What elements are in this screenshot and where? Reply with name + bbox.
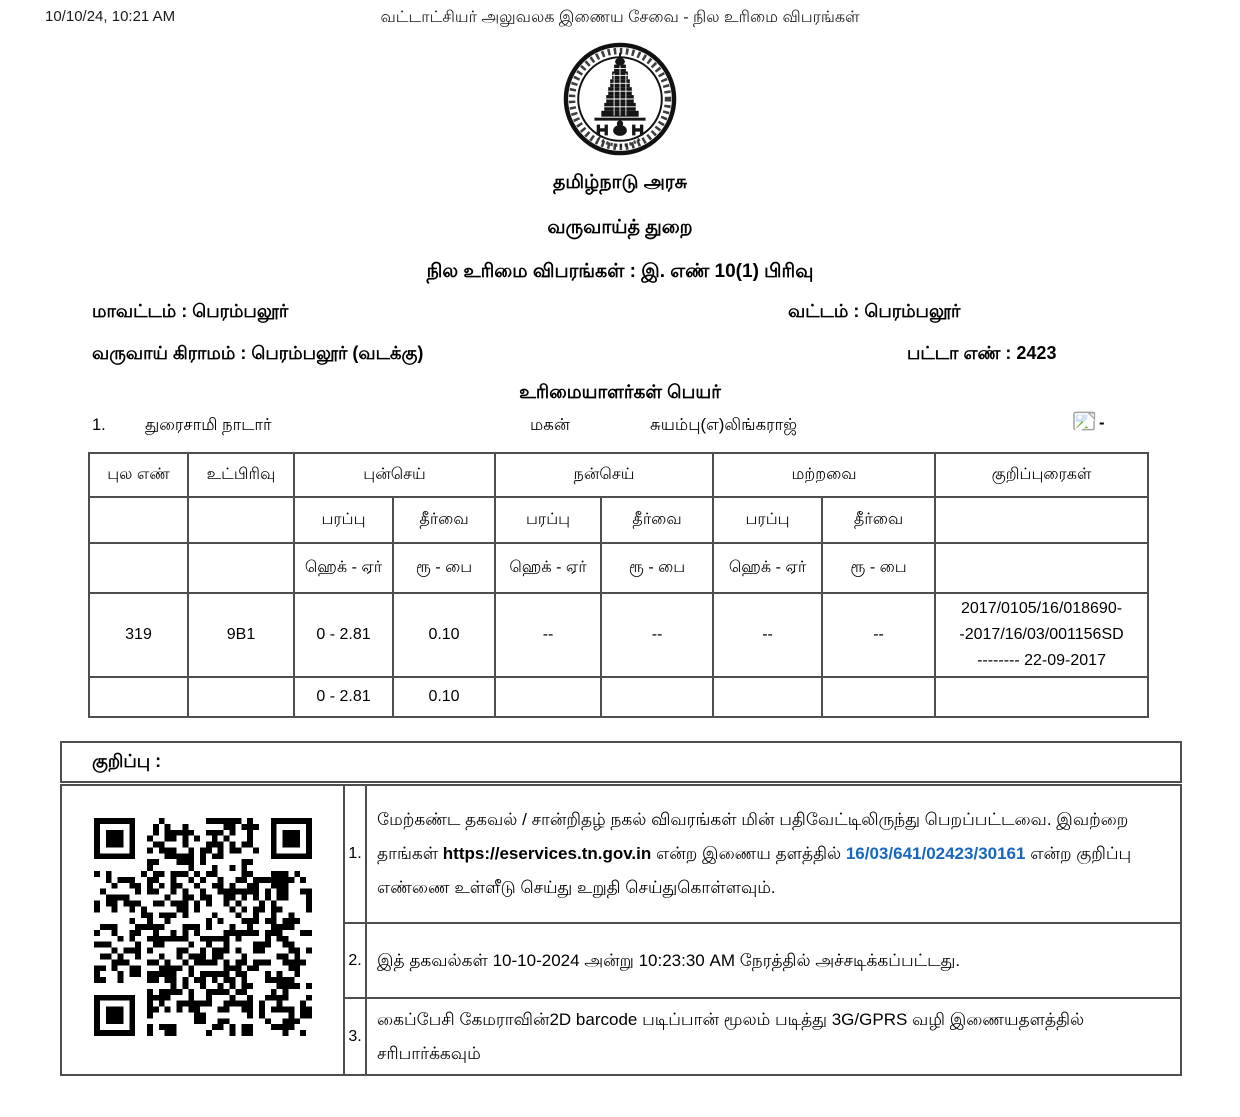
wet-assessment-value: -- <box>601 593 713 677</box>
col-remarks: குறிப்புரைகள் <box>935 453 1148 497</box>
patta-label: பட்டா எண் : <box>907 343 1017 363</box>
empty-cell <box>188 543 294 593</box>
unit-rupees-paise: ரூ - பை <box>393 543 495 593</box>
col-wet-area: பரப்பு <box>495 497 601 543</box>
taluk-value: வட்டம் : பெரம்பலூர் <box>788 301 961 321</box>
notes-title: குறிப்பு : <box>60 741 1182 783</box>
page-title: வட்டாட்சியர் அலுவலக இணைய சேவை - நில உரிமை விபரங்கள் <box>380 9 860 26</box>
survey-no-value: 319 <box>89 593 188 677</box>
empty-cell <box>935 543 1148 593</box>
note-3-body: கைப்பேசி கேமராவின்2D barcode படிப்பான் மூலம் படித்து 3G/GPRS வழி இணையதளத்தில் சரிபார்க்கவும் <box>377 1009 1085 1063</box>
notes-section <box>60 741 1182 1076</box>
empty-cell <box>89 677 188 717</box>
patta-number-value: 2423 <box>1016 343 1057 363</box>
note-2-text <box>367 924 1180 999</box>
remarks-value <box>935 593 1148 677</box>
note-3-text <box>367 999 1180 1074</box>
col-group-dry-land: புன்செய் <box>294 453 495 497</box>
table-header-row-3 <box>89 543 1148 593</box>
total-dry-assessment: 0.10 <box>393 677 495 717</box>
remark-line-1: 2017/0105/16/018690- <box>961 600 1123 617</box>
owner-suffix: - <box>1099 414 1105 432</box>
owner-name: துரைசாமி நாடார் <box>145 416 272 434</box>
village-patta-row <box>0 343 1240 373</box>
reference-number: 16/03/641/02423/30161 <box>845 844 1026 863</box>
note-1-number: 1. <box>345 786 367 924</box>
note-2-body: இத் தகவல்கள் 10-10-2024 அன்று 10:23:30 AM நேரத்தில் அச்சடிக்கப்பட்டது. <box>377 950 961 970</box>
remark-line-2: -2017/16/03/001156SD <box>959 626 1124 643</box>
owner-relative-name: சுயம்பு(எ)லிங்கராஜ் <box>650 416 798 434</box>
col-group-wet-land: நன்செய் <box>495 453 713 497</box>
owner-row <box>0 410 1240 444</box>
broken-image-icon <box>1073 411 1096 437</box>
owners-section-title: உரிமையாளர்கள் பெயர் <box>519 381 721 402</box>
other-area-value: -- <box>713 593 822 677</box>
empty-cell <box>188 677 294 717</box>
empty-cell <box>713 677 822 717</box>
owner-relation: மகன் <box>530 416 570 434</box>
unit-rupees-paise: ரூ - பை <box>822 543 935 593</box>
table-header-row-2 <box>89 497 1148 543</box>
qr-code-cell <box>62 786 345 1074</box>
unit-hectare-are: ஹெக் - ஏர் <box>495 543 601 593</box>
unit-hectare-are: ஹெக் - ஏர் <box>713 543 822 593</box>
land-details-table <box>88 452 1149 718</box>
col-dry-assessment: தீர்வை <box>393 497 495 543</box>
col-dry-area: பரப்பு <box>294 497 393 543</box>
col-wet-assessment: தீர்வை <box>601 497 713 543</box>
unit-hectare-are: ஹெக் - ஏர் <box>294 543 393 593</box>
department-title: வருவாய்த் துறை <box>547 217 693 238</box>
note-1-mid: என்ற இணைய தளத்தில் <box>651 844 846 863</box>
district-value: மாவட்டம் : பெரம்பலூர் <box>92 301 289 321</box>
empty-cell <box>495 677 601 717</box>
empty-cell <box>188 497 294 543</box>
col-other-area: பரப்பு <box>713 497 822 543</box>
empty-cell <box>89 497 188 543</box>
empty-cell <box>89 543 188 593</box>
other-assessment-value: -- <box>822 593 935 677</box>
owner-serial: 1. <box>92 416 106 434</box>
district-taluk-row <box>0 301 1240 331</box>
dry-assessment-value: 0.10 <box>393 593 495 677</box>
col-subdivision: உட்பிரிவு <box>188 453 294 497</box>
note-1-pre: மேற்கண்ட தகவல் / சான்றிதழ் நகல் விவரங்கள் மின் பதிவேட்டிலிருந்து பெறப்பட்டவை. இவற்றை தாங்கள் <box>377 810 1129 863</box>
document-title: நில உரிமை விபரங்கள் : இ. எண் 10(1) பிரிவு <box>426 261 814 282</box>
empty-cell <box>601 677 713 717</box>
revenue-village-value: வருவாய் கிராமம் : பெரம்பலூர் (வடக்கு) <box>92 343 424 363</box>
unit-rupees-paise: ரூ - பை <box>601 543 713 593</box>
print-timestamp: 10/10/24, 10:21 AM <box>45 8 176 25</box>
empty-cell <box>822 677 935 717</box>
dry-area-value: 0 - 2.81 <box>294 593 393 677</box>
table-total-row <box>89 677 1148 717</box>
qr-code-canvas <box>94 818 312 1036</box>
empty-cell <box>935 677 1148 717</box>
print-header <box>0 0 1240 32</box>
eservices-url: https://eservices.tn.gov.in <box>442 844 652 863</box>
wet-area-value: -- <box>495 593 601 677</box>
col-group-others: மற்றவை <box>713 453 935 497</box>
total-dry-area: 0 - 2.81 <box>294 677 393 717</box>
emblem-container <box>0 40 1240 160</box>
note-1-post: என்ற குறிப்பு எண்ணை உள்ளீடு செய்து உறுதி செய்துகொள்ளவும். <box>377 844 1132 897</box>
note-2-number: 2. <box>345 924 367 999</box>
col-other-assessment: தீர்வை <box>822 497 935 543</box>
subdivision-value: 9B1 <box>188 593 294 677</box>
patta-number <box>907 343 1056 366</box>
note-1-text <box>367 786 1180 924</box>
notes-body <box>60 784 1182 1076</box>
empty-cell <box>935 497 1148 543</box>
tamil-nadu-government-emblem-icon <box>561 40 679 158</box>
table-header-row-1 <box>89 453 1148 497</box>
government-title: தமிழ்நாடு அரசு <box>552 172 688 193</box>
note-3-number: 3. <box>345 999 367 1074</box>
col-survey-no: புல எண் <box>89 453 188 497</box>
remark-line-3: -------- 22-09-2017 <box>977 652 1106 669</box>
table-data-row <box>89 593 1148 677</box>
